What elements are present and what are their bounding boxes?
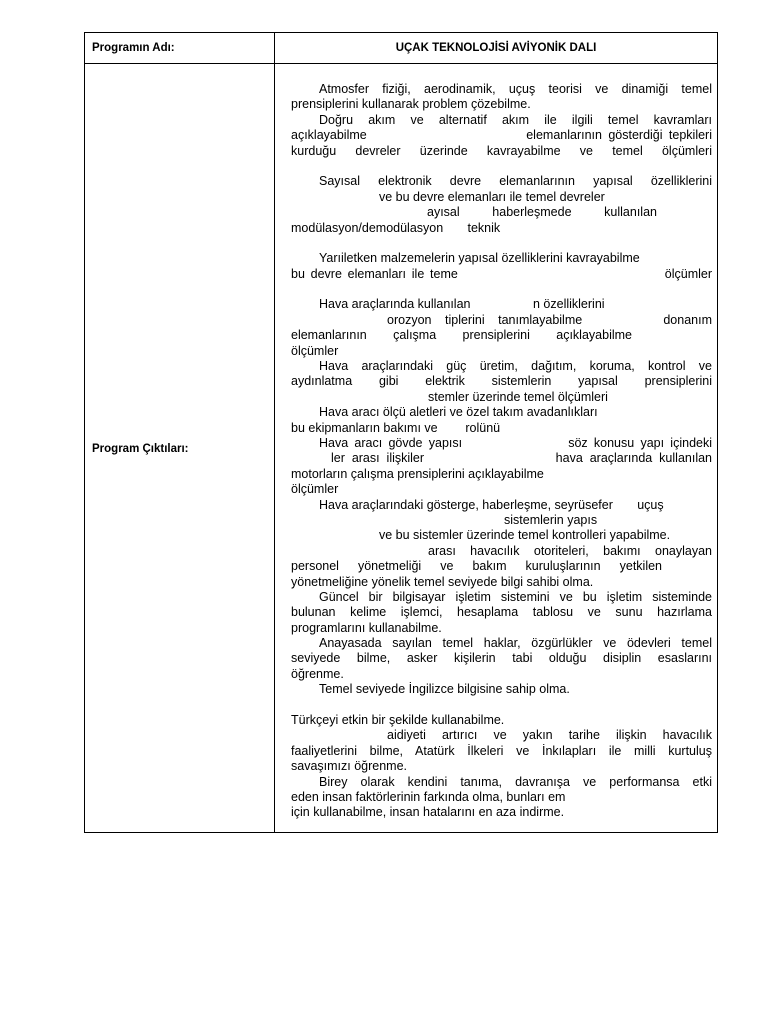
outcome-line: Yarıiletken malzemelerin yapısal özelliklerini kavrayabilme	[319, 251, 640, 266]
outcome-line: aidiyeti artırıcı ve yakın tarihe ilişkin havacılık	[387, 728, 712, 743]
outcome-line: ler arası ilişkiler hava araçlarında kullanılan	[331, 451, 712, 466]
program-name-value: UÇAK TEKNOLOJİSİ AVİYONİK DALI	[395, 42, 597, 54]
program-outcomes-text	[291, 82, 712, 821]
outcome-line: kurduğu devreler üzerinde kavrayabilme ve temel ölçümleri	[291, 143, 712, 158]
outcome-line: programlarını kullanabilme.	[291, 620, 442, 635]
outcome-line: için kullanabilme, insan hatalarını en aza indirme.	[291, 805, 565, 820]
outcome-line: motorların çalışma prensiplerini açıklayabilme	[291, 466, 544, 481]
outcome-line: prensiplerini kullanarak problem çözebilme.	[291, 97, 531, 112]
outcome-line: bu devre elemanları ile teme ölçümler	[291, 266, 712, 281]
outcome-line: stemler üzerinde temel ölçümleri	[428, 389, 608, 404]
outcome-line: yönetmeliğine yönelik temel seviyede bilgi sahibi olma.	[291, 574, 594, 589]
outcome-line: Atmosfer fiziği, aerodinamik, uçuş teorisi ve dinamiği temel	[319, 82, 712, 96]
program-name-label: Programın Adı:	[92, 42, 175, 54]
outcome-line: öğrenme.	[291, 666, 344, 681]
outcome-line: ve bu devre elemanları ile temel devreler	[379, 189, 605, 204]
outcome-line: ayısal haberleşmede kullanılan	[427, 205, 657, 220]
outcome-line: arası havacılık otoriteleri, bakımı onaylayan	[428, 543, 712, 558]
outcome-line: aydınlatma gibi elektrik sistemlerin yapısal prensiplerini	[291, 374, 712, 389]
outcome-line: Hava araçlarındaki gösterge, haberleşme, seyrüsefer uçuş	[319, 497, 664, 512]
outcome-line: Hava aracı gövde yapısı söz konusu yapı içindeki	[319, 435, 712, 450]
outcome-line: personel yönetmeliği ve bakım kuruluşlarının yetkilen	[291, 559, 662, 574]
outcome-line: sistemlerin yapıs	[504, 512, 598, 527]
outcome-line: ölçümler	[291, 482, 339, 497]
outcome-line: seviyede bilme, asker kişilerin tabi olduğu disiplin esaslarını	[291, 651, 712, 666]
outcome-line: modülasyon/demodülasyon teknik	[291, 220, 501, 235]
outcome-line: Hava araçlarındaki güç üretim, dağıtım, koruma, kontrol ve	[319, 359, 712, 374]
outcome-line: orozyon tiplerini tanımlayabilme donanım	[387, 312, 712, 327]
outcome-line: ölçümler	[291, 343, 339, 358]
outcome-line: Anayasada sayılan temel haklar, özgürlükler ve ödevleri temel	[319, 636, 712, 651]
outcome-line: eden insan faktörlerinin farkında olma, bunları em	[291, 789, 566, 804]
outcome-line: Hava aracı ölçü aletleri ve özel takım avadanlıkları	[319, 405, 598, 420]
outcome-line: ve bu sistemler üzerinde temel kontrolleri yapabilme.	[379, 528, 671, 543]
outcome-line: açıklayabilme elemanlarının gösterdiği tepkileri	[291, 128, 712, 143]
outcome-line: bu ekipmanların bakımı ve rolünü	[291, 420, 501, 435]
row-divider	[85, 63, 717, 64]
outcome-line: Türkçeyi etkin bir şekilde kullanabilme.	[291, 713, 505, 728]
outcome-line: bulunan kelime işlemci, hesaplama tablosu ve sunu hazırlama	[291, 605, 712, 620]
outcome-line: Hava araçlarında kullanılan n özelliklerini	[319, 297, 605, 312]
outcome-line: savaşımızı öğrenme.	[291, 759, 408, 774]
column-divider	[274, 33, 275, 832]
outcome-line: Güncel bir bilgisayar işletim sistemini ve bu işletim sisteminde	[319, 589, 712, 604]
program-outcomes-label: Program Çıktıları:	[92, 443, 189, 455]
program-table	[84, 32, 718, 833]
outcome-line: elemanlarının çalışma prensiplerini açıklayabilme	[291, 328, 632, 343]
outcome-line: Sayısal elektronik devre elemanlarının yapısal özelliklerini	[319, 174, 712, 189]
outcome-line: Temel seviyede İngilizce bilgisine sahip olma.	[319, 682, 570, 697]
outcome-line: Birey olarak kendini tanıma, davranışa ve performansa etki	[319, 774, 712, 789]
outcome-line: Doğru akım ve alternatif akım ile ilgili temel kavramları	[319, 112, 712, 127]
outcome-line: faaliyetlerini bilme, Atatürk İlkeleri ve İnkılapları ile milli kurtuluş	[291, 743, 712, 758]
